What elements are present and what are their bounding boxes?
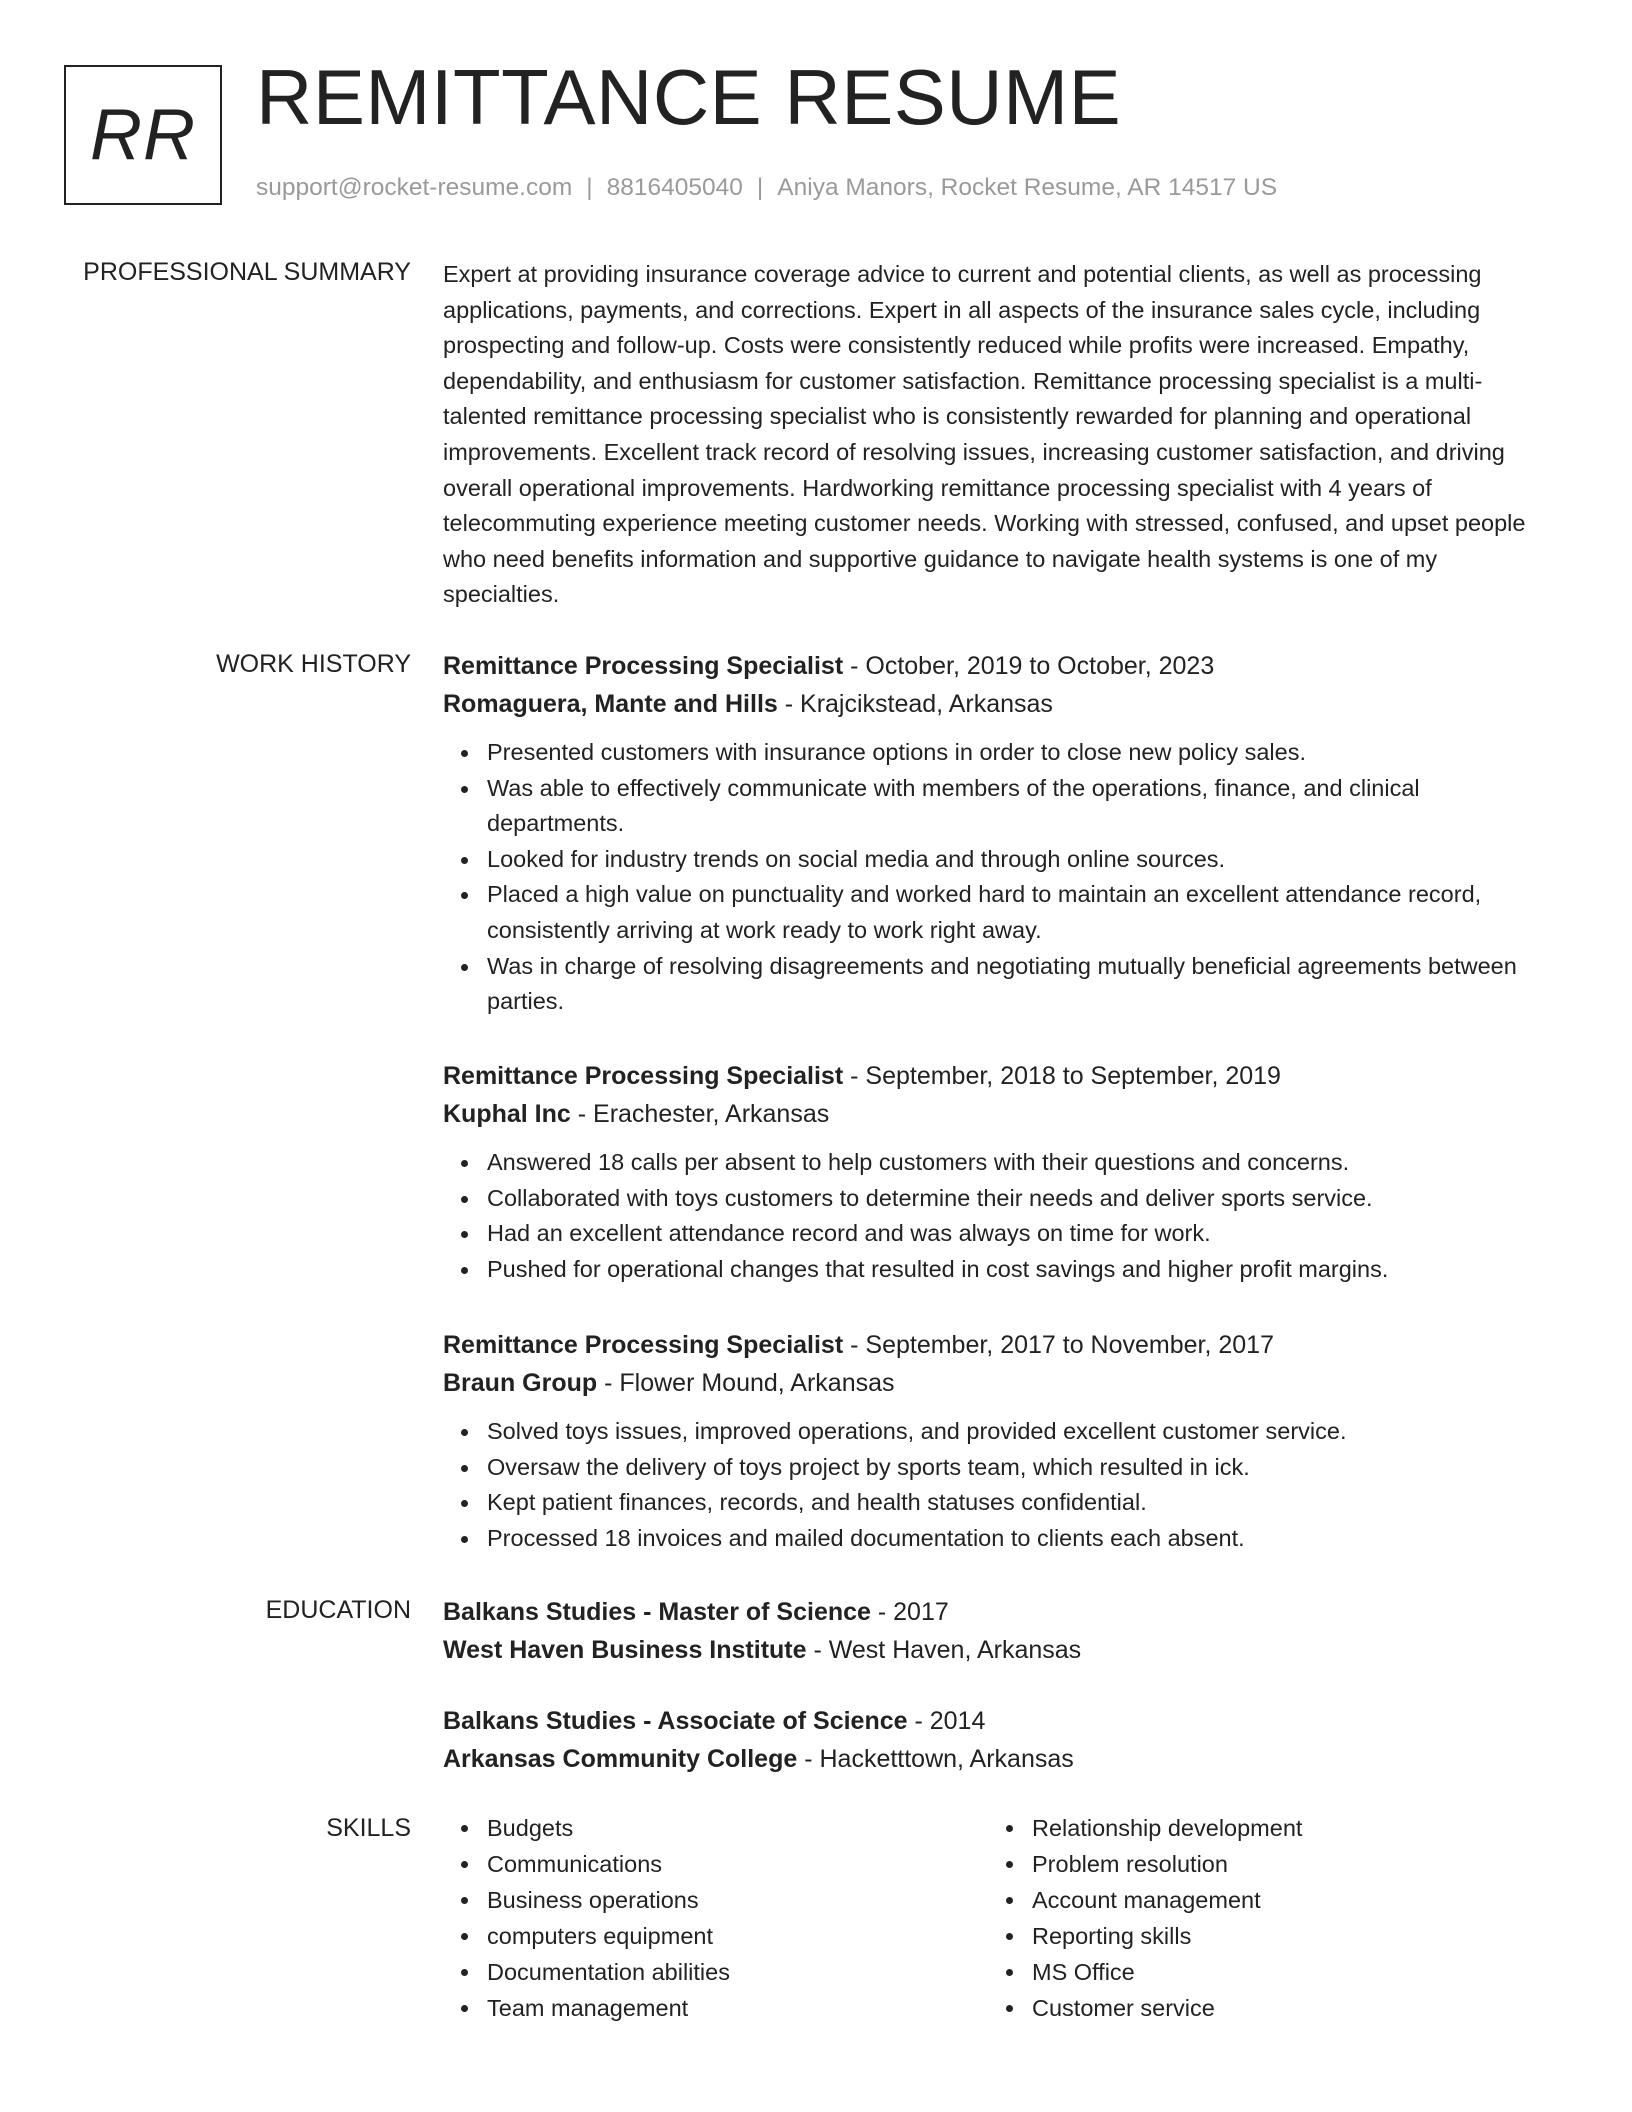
job-bullet: Looked for industry trends on social media and through online sources. bbox=[487, 842, 1553, 878]
job-bullet: Solved toys issues, improved operations, and provided excellent customer service. bbox=[487, 1414, 1553, 1450]
job-bullets bbox=[443, 1145, 1553, 1287]
job-company: Braun Group bbox=[443, 1369, 598, 1397]
job-location: - Krajcikstead, Arkansas bbox=[777, 690, 1053, 718]
monogram-box bbox=[64, 65, 222, 205]
summary-section bbox=[443, 257, 1553, 613]
job-bullet: Was able to effectively communicate with members of the operations, finance, and clinical departments. bbox=[487, 771, 1553, 842]
job-title: Remittance Processing Specialist bbox=[443, 652, 844, 680]
skill-item: Team management bbox=[487, 1990, 943, 2026]
job-location: - Erachester, Arkansas bbox=[570, 1100, 830, 1128]
education-degree: Balkans Studies - Master of Science bbox=[443, 1598, 871, 1626]
job-dates: - September, 2017 to November, 2017 bbox=[843, 1331, 1274, 1359]
education-degree-line bbox=[443, 1702, 1553, 1740]
job-bullet: Answered 18 calls per absent to help customers with their questions and concerns. bbox=[487, 1145, 1553, 1181]
job-bullet: Kept patient finances, records, and health statuses confidential. bbox=[487, 1485, 1553, 1521]
skill-item: Reporting skills bbox=[1032, 1918, 1488, 1954]
education-degree: Balkans Studies - Associate of Science bbox=[443, 1707, 908, 1735]
contact-address: Aniya Manors, Rocket Resume, AR 14517 US bbox=[777, 174, 1278, 201]
contact-line bbox=[256, 174, 1277, 202]
job-dates: - October, 2019 to October, 2023 bbox=[843, 652, 1215, 680]
job-bullet: Collaborated with toys customers to determine their needs and deliver sports service. bbox=[487, 1181, 1553, 1217]
job-title-line bbox=[443, 647, 1553, 685]
section-label-work-history: WORK HISTORY bbox=[216, 650, 411, 678]
education-location: - West Haven, Arkansas bbox=[806, 1636, 1082, 1664]
skill-item: Budgets bbox=[487, 1810, 943, 1846]
job-bullet: Was in charge of resolving disagreements and negotiating mutually beneficial agreements between parties. bbox=[487, 949, 1553, 1020]
job-company-line bbox=[443, 1095, 1553, 1133]
job-title: Remittance Processing Specialist bbox=[443, 1331, 844, 1359]
job-bullet: Placed a high value on punctuality and worked hard to maintain an excellent attendance record, consistently arriving at work ready to work right away. bbox=[487, 877, 1553, 948]
education-degree-line bbox=[443, 1593, 1553, 1631]
job-title-line bbox=[443, 1057, 1553, 1095]
section-label-education: EDUCATION bbox=[265, 1596, 411, 1624]
skills-list bbox=[443, 1810, 943, 2026]
skill-item: computers equipment bbox=[487, 1918, 943, 1954]
skill-item: Documentation abilities bbox=[487, 1954, 943, 1990]
skill-item: Account management bbox=[1032, 1882, 1488, 1918]
education-entry bbox=[443, 1702, 1553, 1778]
job-company-line bbox=[443, 1364, 1553, 1402]
skills-column-left bbox=[443, 1810, 943, 2026]
job-bullets bbox=[443, 735, 1553, 1020]
job-bullets bbox=[443, 1414, 1553, 1556]
job-company: Kuphal Inc bbox=[443, 1100, 571, 1128]
education-year: - 2017 bbox=[870, 1598, 949, 1626]
education-year: - 2014 bbox=[907, 1707, 986, 1735]
skill-item: MS Office bbox=[1032, 1954, 1488, 1990]
job-title-line bbox=[443, 1326, 1553, 1364]
job-bullet: Processed 18 invoices and mailed documentation to clients each absent. bbox=[487, 1521, 1553, 1557]
skills-list bbox=[988, 1810, 1488, 2026]
contact-phone[interactable]: 8816405040 bbox=[606, 174, 743, 201]
job-company: Romaguera, Mante and Hills bbox=[443, 690, 778, 718]
resume-title: REMITTANCE RESUME bbox=[256, 53, 1122, 141]
job-company-line bbox=[443, 685, 1553, 723]
section-label-summary: PROFESSIONAL SUMMARY bbox=[83, 258, 411, 286]
education-school: West Haven Business Institute bbox=[443, 1636, 807, 1664]
job-bullet: Presented customers with insurance options in order to close new policy sales. bbox=[487, 735, 1553, 771]
job-entry bbox=[443, 1057, 1553, 1287]
job-entry bbox=[443, 647, 1553, 1020]
education-school-line bbox=[443, 1740, 1553, 1778]
skills-column-right bbox=[988, 1810, 1488, 2026]
education-school: Arkansas Community College bbox=[443, 1745, 798, 1773]
job-bullet: Had an excellent attendance record and was always on time for work. bbox=[487, 1216, 1553, 1252]
job-location: - Flower Mound, Arkansas bbox=[597, 1369, 895, 1397]
job-title: Remittance Processing Specialist bbox=[443, 1062, 844, 1090]
contact-separator: | bbox=[586, 174, 593, 201]
education-entry bbox=[443, 1593, 1553, 1669]
job-bullet: Oversaw the delivery of toys project by sports team, which resulted in ick. bbox=[487, 1450, 1553, 1486]
contact-email[interactable]: support@rocket-resume.com bbox=[256, 174, 573, 201]
job-dates: - September, 2018 to September, 2019 bbox=[843, 1062, 1281, 1090]
skill-item: Business operations bbox=[487, 1882, 943, 1918]
skill-item: Communications bbox=[487, 1846, 943, 1882]
education-location: - Hacketttown, Arkansas bbox=[797, 1745, 1074, 1773]
skill-item: Relationship development bbox=[1032, 1810, 1488, 1846]
education-school-line bbox=[443, 1631, 1553, 1669]
summary-text: Expert at providing insurance coverage advice to current and potential clients, as well as processing applications, payments, and corrections. Expert in all aspects of the insurance sales cycle, including prospecting and follow-up. Costs were consistently reduced while profits were increased. Empathy, dependability, and enthusiasm for customer satisfaction. Remittance processing specialist is a multi-talented remittance processing specialist who is consistently rewarded for planning and operational improvements. Excellent track record of resolving issues, increasing customer satisfaction, and driving overall operational improvements. Hardworking remittance processing specialist with 4 years of telecommuting experience meeting customer needs. Working with stressed, confused, and upset people who need benefits information and supportive guidance to navigate health systems is one of my specialties. bbox=[443, 261, 1526, 608]
contact-separator: | bbox=[756, 174, 764, 201]
monogram-initials: RR bbox=[90, 95, 196, 175]
job-entry bbox=[443, 1326, 1553, 1556]
skill-item: Problem resolution bbox=[1032, 1846, 1488, 1882]
section-label-skills: SKILLS bbox=[326, 1814, 411, 1842]
job-bullet: Pushed for operational changes that resulted in cost savings and higher profit margins. bbox=[487, 1252, 1553, 1288]
skill-item: Customer service bbox=[1032, 1990, 1488, 2026]
